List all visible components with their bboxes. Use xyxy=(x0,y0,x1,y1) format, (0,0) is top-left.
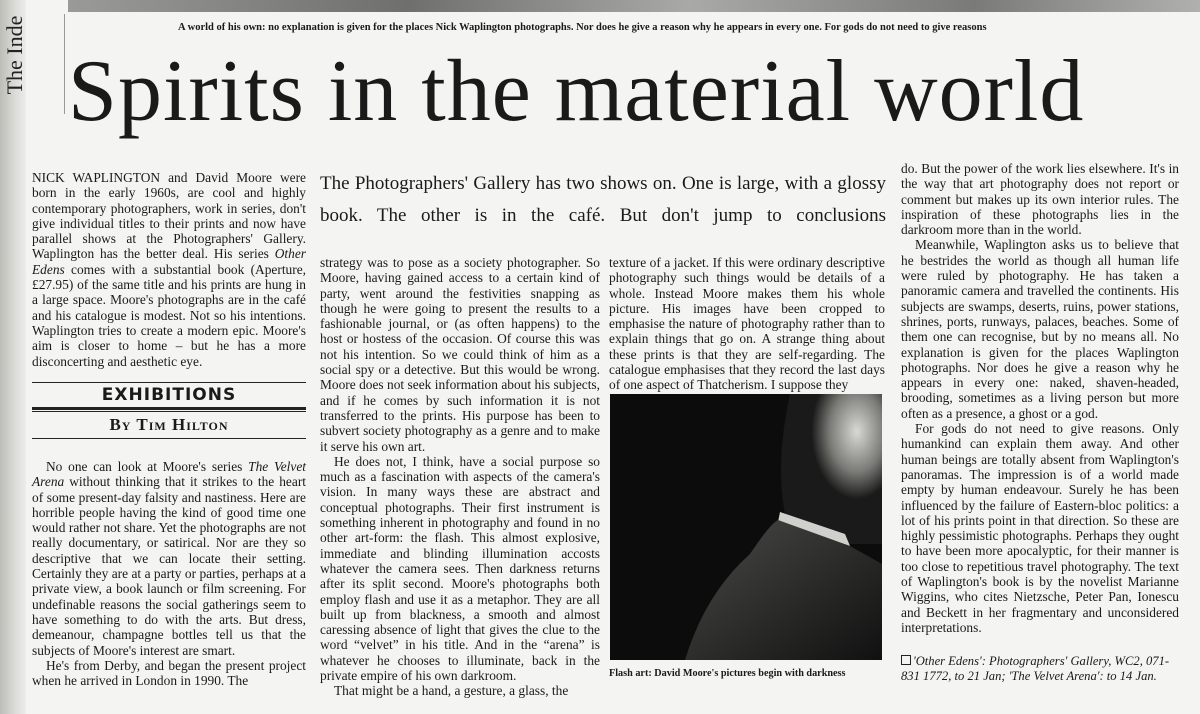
paragraph: For gods do not need to give reasons. Only humankind can explain them away. And other human beings are totally absent from Waplington's panoramas. The impression is of a world made empty by human endeavour. Surely he has been influenced by the failure of Eastern-bloc politics: a lot of his prints point in that direction. So these are highly pessimistic photographs. Perhaps they ought to have been more apocalyptic, for their manner is too close to repetitious travel photography. The text of Waplington's book is by the novelist Marianne Wiggins, who cites Nietzsche, Peter Pan, Ionescu and Beckett in her fragmentary and unconsidered interpretations. xyxy=(901,421,1179,635)
column-2 xyxy=(320,255,600,699)
paragraph: do. But the power of the work lies elsewhere. It's in the way that art photography does not report or comment but makes up its own interior rules. The inspiration of these photographs lies in the darkroom more than in the world. xyxy=(901,161,1179,238)
paragraph: That might be a hand, a gesture, a glass, the xyxy=(334,683,569,699)
column-3 xyxy=(609,255,885,393)
paragraph: He's from Derby, and began the present project when he arrived in London in 1990. The xyxy=(32,657,306,689)
info-text: 'Other Edens': Photographers' Gallery, WC2, 071-831 1772, to 21 Jan; 'The Velvet Arena': to 14 Jan. xyxy=(901,654,1170,683)
column-4 xyxy=(901,161,1179,635)
headline: Spirits in the material world xyxy=(68,43,1085,140)
exhibition-info xyxy=(901,654,1181,684)
divider xyxy=(32,438,306,439)
masthead-text: The Inde xyxy=(2,15,27,95)
paragraph: texture of a jacket. If this were ordinary descriptive photography such things would be details of a whole. Instead Moore makes them his whole picture. His images have been cropped to emphasise the nature of photography rather than to explain things that go on. A strange thing about these prints is that they are self-regarding. The catalogue emphasises that they record the last days of one aspect of Thatcherism. I suppose they xyxy=(609,255,885,393)
text: No one can look at Moore's series xyxy=(46,459,249,474)
lead-in: NICK WAPLINGTON xyxy=(32,170,161,185)
top-photo-caption: A world of his own: no explanation is given for the places Nick Waplington photographs. Nor does he give a reason why he appears in every one. For gods do not need to give reasons xyxy=(178,22,987,33)
text: and David Moore were born in the early 1960s, are cool and highly contemporary photographers, work in series, don't give individual titles to their prints and now have parallel shows at the Photographers' Gallery. Waplington has the better deal. His series xyxy=(32,170,306,262)
standfirst: The Photographers' Gallery has two shows on. One is large, with a glossy book. The other is in the café. But don't jump to conclusions xyxy=(320,173,886,226)
work-title: The Velvet Arena xyxy=(32,459,307,490)
column-1-intro xyxy=(32,170,306,369)
paragraph: strategy was to pose as a society photographer. So Moore, having gained access to a certain kind of party, went around the festivities snapping as though he were going to present the results to a fashionable journal, or (as often happens) to the host or hostess of the occasion. Of course this was not his intention. So we could think of him as a social spy or a detective. But this would be wrong. Moore does not seek information about his subjects, and if he comes by such information it is not transferred to the prints. His purpose has been to subvert society photography as a genre and to make it serve his own art. xyxy=(320,255,600,454)
photo-caption: Flash art: David Moore's pictures begin with darkness xyxy=(609,668,846,679)
article-photo xyxy=(610,394,882,660)
section-title: EXHIBITIONS xyxy=(101,385,237,405)
column-1-body xyxy=(32,459,306,688)
column-rule xyxy=(64,14,65,114)
photo-strip xyxy=(68,0,1200,12)
byline: By Tim Hilton xyxy=(109,415,229,434)
text: comes with a substantial book (Aperture, £27.95) of the same title and his prints are hung in a large space. Moore's photographs are in the café and his catalogue is modest. Not so his intentions. Waplington tries to create a modern epic. Moore's aim is closer to home – but he has a more disconcerting and aesthetic eye. xyxy=(32,261,306,369)
section-header xyxy=(32,382,306,439)
box-bullet-icon xyxy=(901,655,911,665)
paragraph: He does not, I think, have a social purpose so much as a fascination with aspects of the camera's vision. In many ways these are abstract and conceptual photographs. Their first instrument is something inherent in photography and found in no other art-form: the flash. This almost explosive, immediate and blinding illumination accosts whatever the camera sees. Then darkness returns after its split second. Moore's photographs both employ flash and use it as a metaphor. They are all built up from blackness, a smooth and almost caressing absence of light that gives the clue to the word “velvet” in his title. And in the “arena” is whatever he chooses to illuminate, back in the private empire of his own darkroom. xyxy=(320,453,600,684)
text: without thinking that it strikes to the heart of some present-day falsity and nastiness. Here are horrible people having the kind of good time one would rather not share. Yet the photographs are not really documentary, or satirical. Nor are they so descriptive that we can locate their setting. Certainly they are at a party or parties, perhaps at a private view, a book launch or film screening. For undefinable reasons the social gatherings seem to have something to do with the arts. But dress, demeanour, champagne bottles tell us that the subjects of Moore's interest are smart. xyxy=(32,474,306,658)
paragraph: Meanwhile, Waplington asks us to believe that he bestrides the world as though all human life were ruled by photography. He has taken a panoramic camera and travelled the continents. His subjects are swamps, deserts, ruins, power stations, shrines, ports, runways, palaces, beaches. Some of them one can recognise, but by no means all. No explanation is given for the places Waplington photographs. Nor does he give a reason why he appears in every one: naked, shaven-headed, brooding, sometimes as a living person but more often as a presence, a ghost or a god. xyxy=(901,237,1179,421)
masthead xyxy=(0,0,26,110)
work-title: Other Edens xyxy=(32,246,306,277)
